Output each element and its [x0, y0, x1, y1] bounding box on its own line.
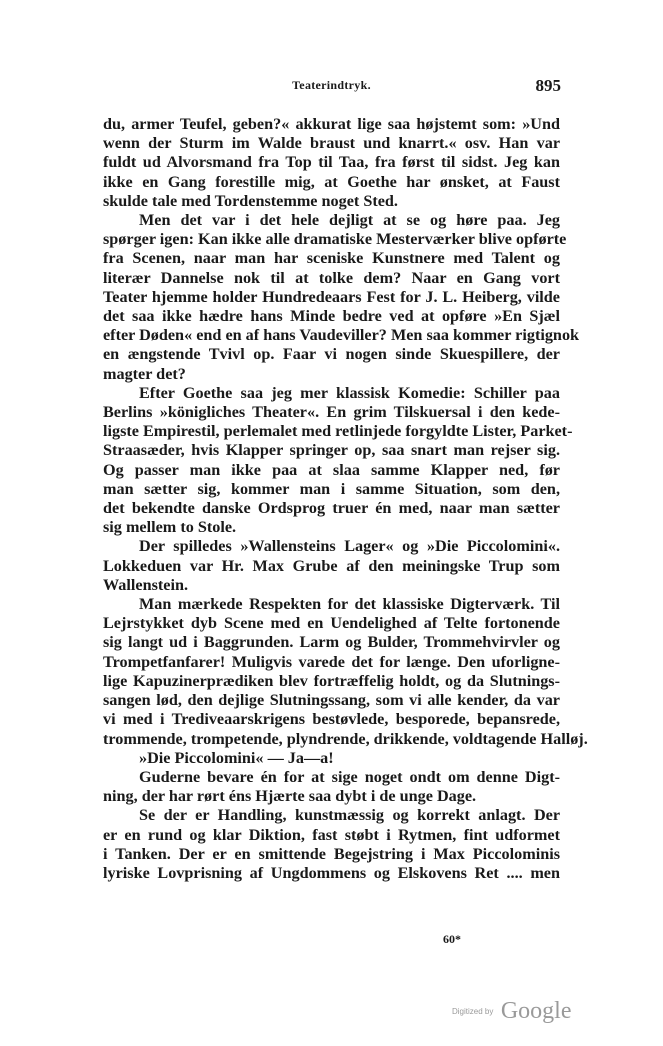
text-line: Lejrstykket dyb Scene med en Uendelighed af Telte fortonende — [103, 614, 560, 633]
text-line: det saa ikke hædre hans Minde bedre ved at opføre »En Sjæl — [103, 307, 560, 326]
text-line: magter det? — [103, 364, 186, 383]
text-line: en ængstende Tvivl op. Faar vi nogen sinde Skuespillere, der — [103, 345, 560, 364]
text-line: vi med i Trediveaarskrigens bestøvlede, besporede, bepansrede, — [103, 710, 560, 729]
text-line: Wallenstein. — [103, 575, 188, 594]
text-line: trommende, trompetende, plyndrende, drikkende, voldtagende Halløj. — [103, 729, 588, 748]
text-line: fuldt ud Alvorsmand fra Top til Taa, fra først til sidst. Jeg kan — [103, 153, 560, 172]
text-line: det bekendte danske Ordsprog truer én med, naar man sætter — [103, 499, 560, 518]
text-line: sig langt ud i Baggrunden. Larm og Bulder, Trommehvirvler og — [103, 633, 560, 652]
running-title: Teaterindtryk. — [292, 78, 371, 92]
text-line: Trompetfanfarer! Muligvis varede det for længe. Den uforligne- — [103, 652, 560, 671]
text-line: lige Kapuzinerprædiken blev fortræffelig holdt, og da Slutnings- — [103, 671, 560, 690]
text-line: Se der er Handling, kunstmæssig og korrekt anlagt. Der — [139, 806, 560, 825]
text-line: sangen lød, den dejlige Slutningssang, som vi alle kender, da var — [103, 691, 560, 710]
text-line: efter Døden« end en af hans Vaudeviller? Men saa kommer rigtignok — [103, 326, 580, 345]
google-logo: Google — [500, 998, 572, 1024]
text-line: Efter Goethe saa jeg mer klassisk Komedie: Schiller paa — [139, 383, 560, 402]
text-line: fra Scenen, naar man har sceniske Kunstnere med Talent og — [103, 249, 560, 268]
text-line: Berlins »königliches Theater«. En grim Tilskuersal i den kede- — [103, 403, 560, 422]
text-line: Der spilledes »Wallensteins Lager« og »Die Piccolomini«. — [139, 537, 560, 556]
page-number: 895 — [535, 76, 561, 95]
watermark-prefix: Digitized by — [452, 1007, 494, 1016]
text-line: wenn der Sturm im Walde braust und knarrt.« osv. Han var — [103, 134, 560, 153]
text-line: Man mærkede Respekten for det klassiske Digterværk. Til — [139, 595, 560, 614]
digitized-by-watermark — [452, 998, 571, 1025]
text-line: ning, der har rørt éns Hjærte saa dybt i de unge Dage. — [103, 787, 477, 806]
signature-mark: 60* — [443, 932, 461, 946]
text-line: Guderne bevare én for at sige noget ondt om denne Digt- — [139, 767, 560, 786]
text-line: er en rund og klar Diktion, fast støbt i Rytmen, fint udformet — [103, 825, 560, 844]
text-line: lyriske Lovprisning af Ungdommens og Elskovens Ret .... men — [103, 863, 560, 882]
text-line: ligste Empirestil, perlemalet med retlinjede forgyldte Lister, Parket- — [103, 422, 573, 441]
text-line: Straasæder, hvis Klapper springer op, saa snart man rejser sig. — [103, 441, 560, 460]
text-line: man sætter sig, kommer man i samme Situation, som den, — [103, 479, 560, 498]
text-line: i Tanken. Der er en smittende Begejstring i Max Piccolominis — [103, 844, 560, 863]
text-line: du, armer Teufel, geben?« akkurat lige saa højstemt som: »Und — [103, 115, 560, 133]
text-line: spørger igen: Kan ikke alle dramatiske Mesterværker blive opførte — [103, 230, 567, 249]
text-line: Og passer man ikke paa at slaa samme Klapper ned, før — [103, 460, 560, 479]
text-line: ikke en Gang forestille mig, at Goethe har ønsket, at Faust — [103, 172, 560, 191]
text-line: literær Dannelse nok til at tolke dem? Naar en Gang vort — [103, 268, 560, 287]
text-line: Teater hjemme holder Hundredeaars Fest for J. L. Heiberg, vilde — [103, 287, 560, 306]
text-line: Lokkeduen var Hr. Max Grube af den meiningske Trup som — [103, 556, 560, 575]
text-line: skulde tale med Tordenstemme noget Sted. — [103, 191, 398, 210]
text-line: Men det var i det hele dejligt at se og høre paa. Jeg — [139, 211, 560, 230]
text-line: »Die Piccolomini« — Ja—a! — [139, 748, 334, 767]
body-text — [103, 115, 588, 883]
text-line: sig mellem to Stole. — [103, 518, 237, 537]
